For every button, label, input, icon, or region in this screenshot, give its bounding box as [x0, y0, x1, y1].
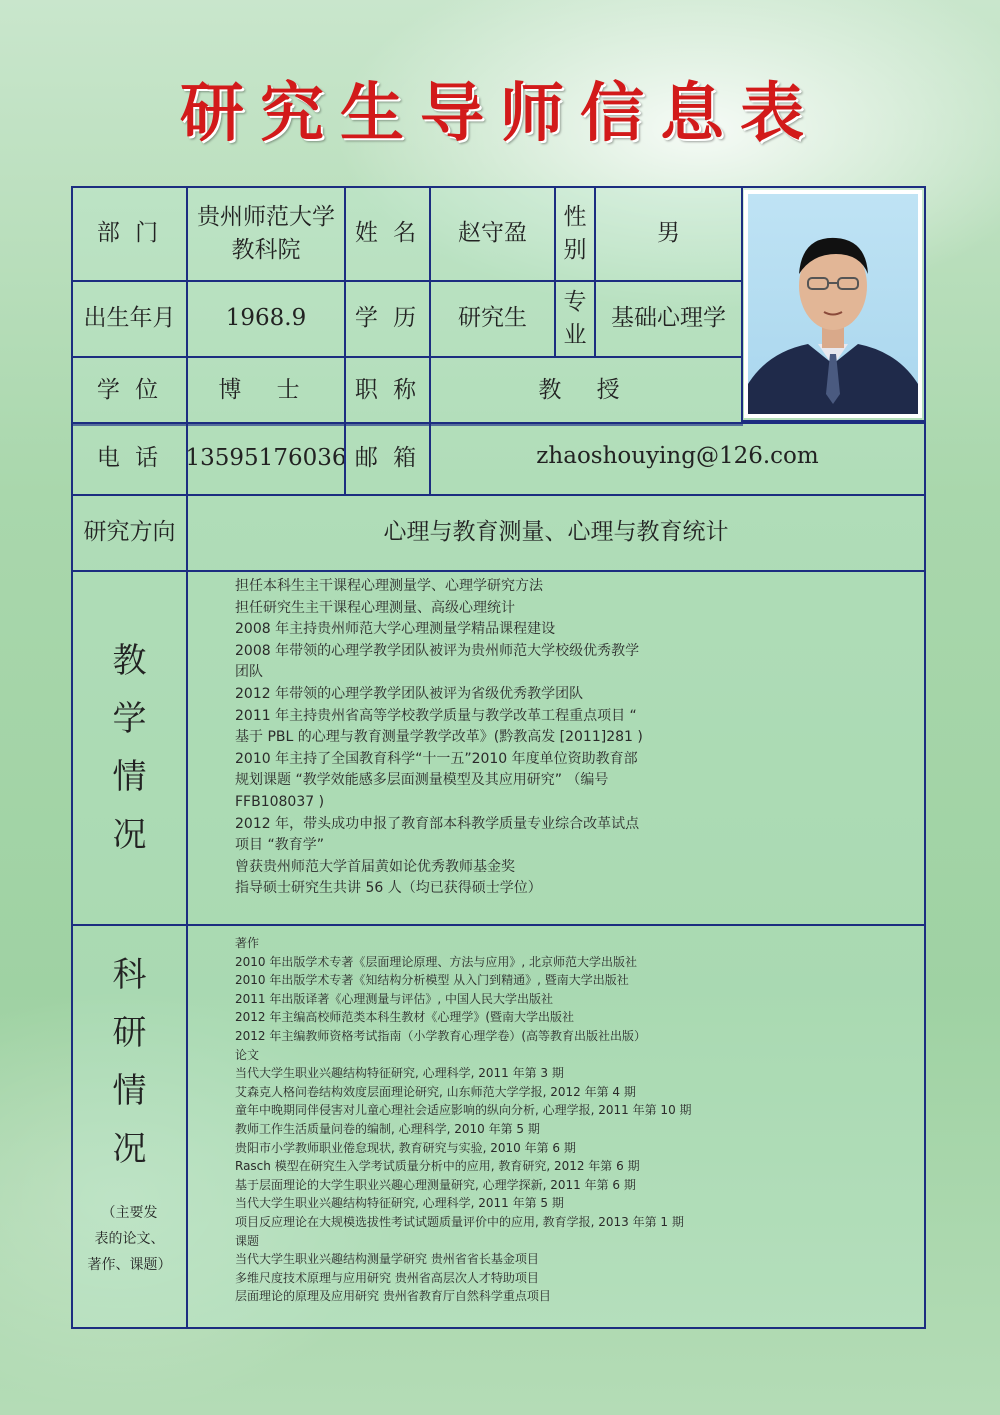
list-item: 教师工作生活质量问卷的编制, 心理科学, 2010 年第 5 期 [235, 1121, 540, 1136]
dept-line-1: 贵州师范大学 [197, 203, 335, 230]
email-label: 邮 箱 [344, 422, 431, 496]
list-item: 担任研究生主干课程心理测量、高级心理统计 [235, 599, 515, 616]
research-label-char-2: 研 [112, 1012, 147, 1053]
list-item: 论文 [235, 1047, 260, 1062]
list-item: 2012 年带领的心理学教学团队被评为省级优秀教学团队 [235, 685, 584, 702]
list-item: 2010 年出版学术专著《层面理论原理、方法与应用》, 北京师范大学出版社 [235, 954, 637, 969]
list-item: 2011 年主持贵州省高等学校教学质量与教学改革工程重点项目 “ [235, 707, 637, 724]
gender-label-char-2: 别 [563, 237, 587, 263]
edu-label: 学 历 [344, 280, 431, 358]
research-record-label [71, 924, 188, 1329]
teaching-label [71, 570, 188, 926]
portrait-photo [744, 190, 922, 418]
list-item: 2012 年主编高校师范类本科生教材《心理学》(暨南大学出版社 [235, 1010, 575, 1025]
major-value: 基础心理学 [594, 280, 743, 358]
list-item: 规划课题 “教学效能感多层面测量模型及其应用研究” （编号 [235, 772, 609, 789]
phone-label: 电 话 [71, 422, 188, 496]
research-list [235, 934, 915, 1306]
teaching-label-char-1: 教 [112, 641, 147, 681]
gender-label-char-1: 性 [563, 203, 587, 230]
research-label-char-3: 情 [112, 1070, 147, 1111]
research-label: 研究方向 [71, 494, 188, 572]
list-item: 当代大学生职业兴趣结构测量学研究 贵州省省长基金项目 [235, 1252, 539, 1267]
list-item: 贵阳市小学教师职业倦怠现状, 教育研究与实验, 2010 年第 6 期 [235, 1140, 576, 1155]
list-item: 多维尺度技术原理与应用研究 贵州省高层次人才特助项目 [235, 1270, 539, 1285]
list-item: 艾森克人格问卷结构效度层面理论研究, 山东师范大学学报, 2012 年第 4 期 [235, 1084, 636, 1099]
name-label: 姓 名 [344, 186, 431, 282]
major-label [554, 280, 596, 358]
list-item: 曾获贵州师范大学首届黄如论优秀教师基金奖 [235, 858, 515, 875]
list-item: 2010 年出版学术专著《知结构分析模型 从入门到精通》, 暨南大学出版社 [235, 973, 629, 988]
list-item: 基于层面理论的大学生职业兴趣心理测量研究, 心理学探新, 2011 年第 6 期 [235, 1177, 636, 1192]
gender-label [554, 186, 596, 282]
teaching-label-char-2: 学 [112, 699, 147, 739]
birth-label: 出生年月 [71, 280, 188, 358]
dept-line-2: 教科院 [231, 237, 301, 263]
research-note-line-1: （主要发 [101, 1204, 158, 1221]
list-item: 团队 [235, 664, 263, 681]
page-title: 研究生导师信息表 [180, 77, 820, 151]
rank-label: 职 称 [344, 356, 431, 426]
list-item: 著作 [235, 936, 260, 950]
teaching-list [235, 576, 885, 900]
research-note-line-2: 表的论文、 [94, 1230, 165, 1247]
portrait-figure [748, 194, 918, 414]
list-item: 项目反应理论在大规模选拔性考试试题质量评价中的应用, 教育学报, 2013 年第 1 期 [235, 1214, 684, 1229]
teaching-label-char-3: 情 [112, 757, 147, 797]
major-label-char-1: 专 [563, 288, 587, 315]
degree-value: 博 士 [186, 356, 346, 426]
name-value: 赵守盈 [429, 186, 556, 282]
list-item: 指导硕士研究生共讲 56 人（均已获得硕士学位） [235, 880, 542, 897]
edu-value: 研究生 [429, 280, 556, 358]
list-item: 当代大学生职业兴趣结构特征研究, 心理科学, 2011 年第 5 期 [235, 1196, 564, 1211]
list-item: FFB108037 ) [235, 793, 325, 810]
list-item: 童年中晚期同伴侵害对儿童心理社会适应影响的纵向分析, 心理学报, 2011 年第 10 期 [235, 1103, 692, 1118]
research-note-line-3: 著作、课题） [87, 1256, 172, 1273]
birth-value: 1968.9 [186, 280, 346, 358]
phone-value: 13595176036 [186, 422, 346, 496]
research-value: 心理与教育测量、心理与教育统计 [186, 494, 926, 572]
research-label-char-1: 科 [112, 954, 147, 995]
degree-label: 学 位 [71, 356, 188, 426]
list-item: 2010 年主持了全国教育科学“十一五”2010 年度单位资助教育部 [235, 750, 638, 767]
list-item: 层面理论的原理及应用研究 贵州省教育厅自然科学重点项目 [235, 1289, 551, 1304]
dept-label: 部 门 [71, 186, 188, 282]
list-item: 课题 [235, 1233, 260, 1248]
list-item: Rasch 模型在研究生入学考试质量分析中的应用, 教育研究, 2012 年第 6 期 [235, 1159, 640, 1174]
list-item: 基于 PBL 的心理与教育测量学教学改革》(黔教高发 [2011]281 ) [235, 729, 643, 746]
list-item: 担任本科生主干课程心理测量学、心理学研究方法 [235, 578, 543, 594]
list-item: 项目 “教育学” [235, 837, 324, 854]
major-label-char-2: 业 [563, 322, 587, 348]
list-item: 当代大学生职业兴趣结构特征研究, 心理科学, 2011 年第 3 期 [235, 1066, 564, 1081]
list-item: 2008 年主持贵州师范大学心理测量学精品课程建设 [235, 621, 556, 638]
rank-value: 教 授 [429, 356, 743, 426]
list-item: 2012 年，带头成功申报了教育部本科教学质量专业综合改革试点 [235, 815, 640, 832]
list-item: 2011 年出版译著《心理测量与评估》, 中国人民大学出版社 [235, 991, 553, 1006]
teaching-label-char-4: 况 [112, 815, 147, 855]
gender-value: 男 [594, 186, 743, 282]
research-label-char-4: 况 [112, 1128, 147, 1169]
email-value: zhaoshouying@126.com [429, 422, 926, 496]
dept-value [186, 186, 346, 282]
list-item: 2008 年带领的心理学教学团队被评为贵州师范大学校级优秀教学 [235, 642, 640, 659]
list-item: 2012 年主编教师资格考试指南（小学教育心理学卷）(高等教育出版社出版） [235, 1028, 647, 1043]
